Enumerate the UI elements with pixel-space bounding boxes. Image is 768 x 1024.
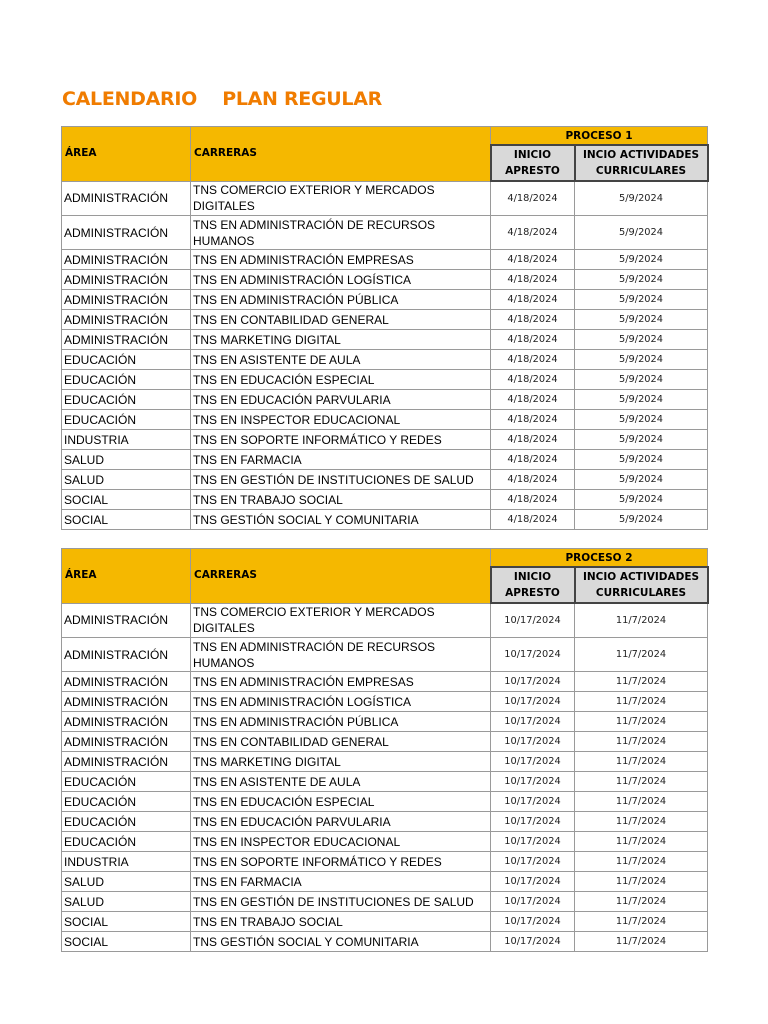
area-cell: ADMINISTRACIÓN — [62, 752, 191, 772]
table-row — [62, 732, 708, 752]
inicio-apresto-cell: 10/17/2024 — [491, 792, 575, 812]
area-cell: SOCIAL — [62, 932, 191, 952]
area-cell: ADMINISTRACIÓN — [62, 638, 191, 672]
calendar-table-proceso-2 — [61, 548, 709, 952]
table-row — [62, 310, 708, 330]
inicio-actividades-cell: 11/7/2024 — [575, 832, 708, 852]
table-row — [62, 430, 708, 450]
area-cell: ADMINISTRACIÓN — [62, 330, 191, 350]
inicio-actividades-cell: 11/7/2024 — [575, 672, 708, 692]
area-cell: EDUCACIÓN — [62, 410, 191, 430]
inicio-actividades-cell: 11/7/2024 — [575, 603, 708, 638]
inicio-actividades-cell: 5/9/2024 — [575, 410, 708, 430]
area-cell: ADMINISTRACIÓN — [62, 270, 191, 290]
header-proceso: PROCESO 2 — [491, 549, 708, 568]
header-carreras: CARRERAS — [191, 549, 491, 604]
carrera-cell: TNS EN EDUCACIÓN PARVULARIA — [191, 390, 491, 410]
header-proceso: PROCESO 1 — [491, 127, 708, 146]
table-row — [62, 350, 708, 370]
table-row — [62, 330, 708, 350]
table-row — [62, 410, 708, 430]
carrera-cell: TNS EN ADMINISTRACIÓN EMPRESAS — [191, 250, 491, 270]
area-cell: ADMINISTRACIÓN — [62, 250, 191, 270]
area-cell: EDUCACIÓN — [62, 350, 191, 370]
calendar-table-proceso-1 — [61, 126, 709, 530]
inicio-apresto-cell: 10/17/2024 — [491, 852, 575, 872]
inicio-actividades-cell: 11/7/2024 — [575, 752, 708, 772]
inicio-actividades-cell: 5/9/2024 — [575, 370, 708, 390]
inicio-actividades-cell: 11/7/2024 — [575, 712, 708, 732]
area-cell: ADMINISTRACIÓN — [62, 181, 191, 216]
carrera-cell: TNS MARKETING DIGITAL — [191, 752, 491, 772]
table-row — [62, 490, 708, 510]
inicio-apresto-cell: 10/17/2024 — [491, 772, 575, 792]
area-cell: EDUCACIÓN — [62, 812, 191, 832]
carrera-cell: TNS EN SOPORTE INFORMÁTICO Y REDES — [191, 430, 491, 450]
inicio-actividades-cell: 11/7/2024 — [575, 912, 708, 932]
area-cell: EDUCACIÓN — [62, 772, 191, 792]
table-row — [62, 692, 708, 712]
inicio-apresto-cell: 4/18/2024 — [491, 450, 575, 470]
carrera-cell: TNS EN TRABAJO SOCIAL — [191, 912, 491, 932]
inicio-apresto-cell: 10/17/2024 — [491, 872, 575, 892]
inicio-apresto-cell: 4/18/2024 — [491, 510, 575, 530]
area-cell: SALUD — [62, 470, 191, 490]
carrera-cell: TNS EN TRABAJO SOCIAL — [191, 490, 491, 510]
carrera-cell: TNS EN INSPECTOR EDUCACIONAL — [191, 410, 491, 430]
carrera-cell: TNS EN FARMACIA — [191, 872, 491, 892]
table-row — [62, 250, 708, 270]
inicio-actividades-cell: 5/9/2024 — [575, 310, 708, 330]
inicio-apresto-cell: 10/17/2024 — [491, 603, 575, 638]
inicio-actividades-cell: 5/9/2024 — [575, 490, 708, 510]
carrera-cell: TNS EN SOPORTE INFORMÁTICO Y REDES — [191, 852, 491, 872]
table-row — [62, 932, 708, 952]
table-row — [62, 872, 708, 892]
inicio-apresto-cell: 4/18/2024 — [491, 330, 575, 350]
area-cell: INDUSTRIA — [62, 852, 191, 872]
inicio-actividades-cell: 11/7/2024 — [575, 772, 708, 792]
area-cell: ADMINISTRACIÓN — [62, 603, 191, 638]
inicio-apresto-cell: 4/18/2024 — [491, 216, 575, 250]
area-cell: ADMINISTRACIÓN — [62, 712, 191, 732]
table-row — [62, 603, 708, 638]
table-row — [62, 510, 708, 530]
inicio-actividades-cell: 11/7/2024 — [575, 692, 708, 712]
carrera-cell: TNS EN CONTABILIDAD GENERAL — [191, 310, 491, 330]
area-cell: EDUCACIÓN — [62, 792, 191, 812]
inicio-apresto-cell: 4/18/2024 — [491, 430, 575, 450]
table-row — [62, 812, 708, 832]
header-inicio-apresto: INICIO APRESTO — [491, 145, 575, 181]
inicio-apresto-cell: 10/17/2024 — [491, 912, 575, 932]
carrera-cell: TNS EN INSPECTOR EDUCACIONAL — [191, 832, 491, 852]
inicio-actividades-cell: 11/7/2024 — [575, 892, 708, 912]
inicio-actividades-cell: 11/7/2024 — [575, 792, 708, 812]
inicio-apresto-cell: 4/18/2024 — [491, 470, 575, 490]
table-row — [62, 450, 708, 470]
table-row — [62, 832, 708, 852]
inicio-actividades-cell: 5/9/2024 — [575, 510, 708, 530]
carrera-cell: TNS EN ADMINISTRACIÓN PÚBLICA — [191, 290, 491, 310]
inicio-actividades-cell: 11/7/2024 — [575, 872, 708, 892]
inicio-apresto-cell: 10/17/2024 — [491, 638, 575, 672]
table-row — [62, 290, 708, 310]
area-cell: SALUD — [62, 872, 191, 892]
area-cell: SOCIAL — [62, 912, 191, 932]
table-row — [62, 912, 708, 932]
table-row — [62, 752, 708, 772]
table-row — [62, 852, 708, 872]
table-row — [62, 672, 708, 692]
table-row — [62, 772, 708, 792]
header-area: ÁREA — [62, 127, 191, 182]
area-cell: ADMINISTRACIÓN — [62, 672, 191, 692]
inicio-apresto-cell: 10/17/2024 — [491, 932, 575, 952]
carrera-cell: TNS GESTIÓN SOCIAL Y COMUNITARIA — [191, 510, 491, 530]
carrera-cell: TNS GESTIÓN SOCIAL Y COMUNITARIA — [191, 932, 491, 952]
header-inicio-actividades: INCIO ACTIVIDADES CURRICULARES — [575, 567, 708, 603]
area-cell: SALUD — [62, 892, 191, 912]
header-inicio-apresto: INICIO APRESTO — [491, 567, 575, 603]
header-inicio-actividades: INCIO ACTIVIDADES CURRICULARES — [575, 145, 708, 181]
carrera-cell: TNS EN CONTABILIDAD GENERAL — [191, 732, 491, 752]
area-cell: ADMINISTRACIÓN — [62, 310, 191, 330]
inicio-actividades-cell: 11/7/2024 — [575, 852, 708, 872]
inicio-apresto-cell: 10/17/2024 — [491, 752, 575, 772]
area-cell: ADMINISTRACIÓN — [62, 732, 191, 752]
carrera-cell: TNS EN EDUCACIÓN ESPECIAL — [191, 792, 491, 812]
area-cell: SOCIAL — [62, 510, 191, 530]
carrera-cell: TNS EN GESTIÓN DE INSTITUCIONES DE SALUD — [191, 470, 491, 490]
inicio-actividades-cell: 5/9/2024 — [575, 390, 708, 410]
document-title: CALENDARIO PLAN REGULAR — [62, 88, 382, 110]
table-row — [62, 638, 708, 672]
table-body — [62, 181, 708, 530]
carrera-cell: TNS EN GESTIÓN DE INSTITUCIONES DE SALUD — [191, 892, 491, 912]
carrera-cell: TNS EN ADMINISTRACIÓN LOGÍSTICA — [191, 270, 491, 290]
table-row — [62, 892, 708, 912]
inicio-actividades-cell: 5/9/2024 — [575, 250, 708, 270]
table-row — [62, 792, 708, 812]
table-row — [62, 712, 708, 732]
inicio-apresto-cell: 4/18/2024 — [491, 310, 575, 330]
area-cell: EDUCACIÓN — [62, 390, 191, 410]
carrera-cell: TNS MARKETING DIGITAL — [191, 330, 491, 350]
area-cell: SOCIAL — [62, 490, 191, 510]
table-row — [62, 181, 708, 216]
area-cell: SALUD — [62, 450, 191, 470]
inicio-apresto-cell: 10/17/2024 — [491, 832, 575, 852]
area-cell: ADMINISTRACIÓN — [62, 692, 191, 712]
carrera-cell: TNS EN ADMINISTRACIÓN DE RECURSOS HUMANOS — [191, 216, 491, 250]
area-cell: INDUSTRIA — [62, 430, 191, 450]
inicio-apresto-cell: 4/18/2024 — [491, 270, 575, 290]
inicio-actividades-cell: 5/9/2024 — [575, 470, 708, 490]
inicio-apresto-cell: 4/18/2024 — [491, 490, 575, 510]
inicio-actividades-cell: 11/7/2024 — [575, 732, 708, 752]
carrera-cell: TNS EN ASISTENTE DE AULA — [191, 772, 491, 792]
carrera-cell: TNS EN ADMINISTRACIÓN DE RECURSOS HUMANOS — [191, 638, 491, 672]
header-carreras: CARRERAS — [191, 127, 491, 182]
carrera-cell: TNS COMERCIO EXTERIOR Y MERCADOS DIGITALES — [191, 603, 491, 638]
inicio-apresto-cell: 10/17/2024 — [491, 892, 575, 912]
header-area: ÁREA — [62, 549, 191, 604]
inicio-apresto-cell: 4/18/2024 — [491, 370, 575, 390]
inicio-apresto-cell: 10/17/2024 — [491, 732, 575, 752]
carrera-cell: TNS EN EDUCACIÓN ESPECIAL — [191, 370, 491, 390]
table-row — [62, 470, 708, 490]
inicio-apresto-cell: 4/18/2024 — [491, 410, 575, 430]
inicio-actividades-cell: 5/9/2024 — [575, 216, 708, 250]
carrera-cell: TNS EN ASISTENTE DE AULA — [191, 350, 491, 370]
inicio-apresto-cell: 10/17/2024 — [491, 692, 575, 712]
table-row — [62, 270, 708, 290]
inicio-actividades-cell: 5/9/2024 — [575, 450, 708, 470]
table-row — [62, 390, 708, 410]
carrera-cell: TNS EN ADMINISTRACIÓN EMPRESAS — [191, 672, 491, 692]
inicio-actividades-cell: 11/7/2024 — [575, 932, 708, 952]
area-cell: ADMINISTRACIÓN — [62, 290, 191, 310]
table-row — [62, 216, 708, 250]
carrera-cell: TNS EN FARMACIA — [191, 450, 491, 470]
carrera-cell: TNS EN ADMINISTRACIÓN LOGÍSTICA — [191, 692, 491, 712]
area-cell: EDUCACIÓN — [62, 832, 191, 852]
inicio-actividades-cell: 5/9/2024 — [575, 181, 708, 216]
inicio-apresto-cell: 4/18/2024 — [491, 250, 575, 270]
inicio-actividades-cell: 11/7/2024 — [575, 812, 708, 832]
carrera-cell: TNS COMERCIO EXTERIOR Y MERCADOS DIGITALES — [191, 181, 491, 216]
carrera-cell: TNS EN ADMINISTRACIÓN PÚBLICA — [191, 712, 491, 732]
table-body — [62, 603, 708, 952]
inicio-apresto-cell: 4/18/2024 — [491, 290, 575, 310]
inicio-actividades-cell: 5/9/2024 — [575, 330, 708, 350]
inicio-apresto-cell: 4/18/2024 — [491, 350, 575, 370]
inicio-apresto-cell: 4/18/2024 — [491, 181, 575, 216]
inicio-actividades-cell: 5/9/2024 — [575, 290, 708, 310]
inicio-apresto-cell: 10/17/2024 — [491, 672, 575, 692]
inicio-apresto-cell: 10/17/2024 — [491, 712, 575, 732]
area-cell: ADMINISTRACIÓN — [62, 216, 191, 250]
area-cell: EDUCACIÓN — [62, 370, 191, 390]
inicio-actividades-cell: 5/9/2024 — [575, 430, 708, 450]
carrera-cell: TNS EN EDUCACIÓN PARVULARIA — [191, 812, 491, 832]
inicio-actividades-cell: 11/7/2024 — [575, 638, 708, 672]
inicio-apresto-cell: 10/17/2024 — [491, 812, 575, 832]
inicio-actividades-cell: 5/9/2024 — [575, 350, 708, 370]
inicio-apresto-cell: 4/18/2024 — [491, 390, 575, 410]
table-row — [62, 370, 708, 390]
inicio-actividades-cell: 5/9/2024 — [575, 270, 708, 290]
